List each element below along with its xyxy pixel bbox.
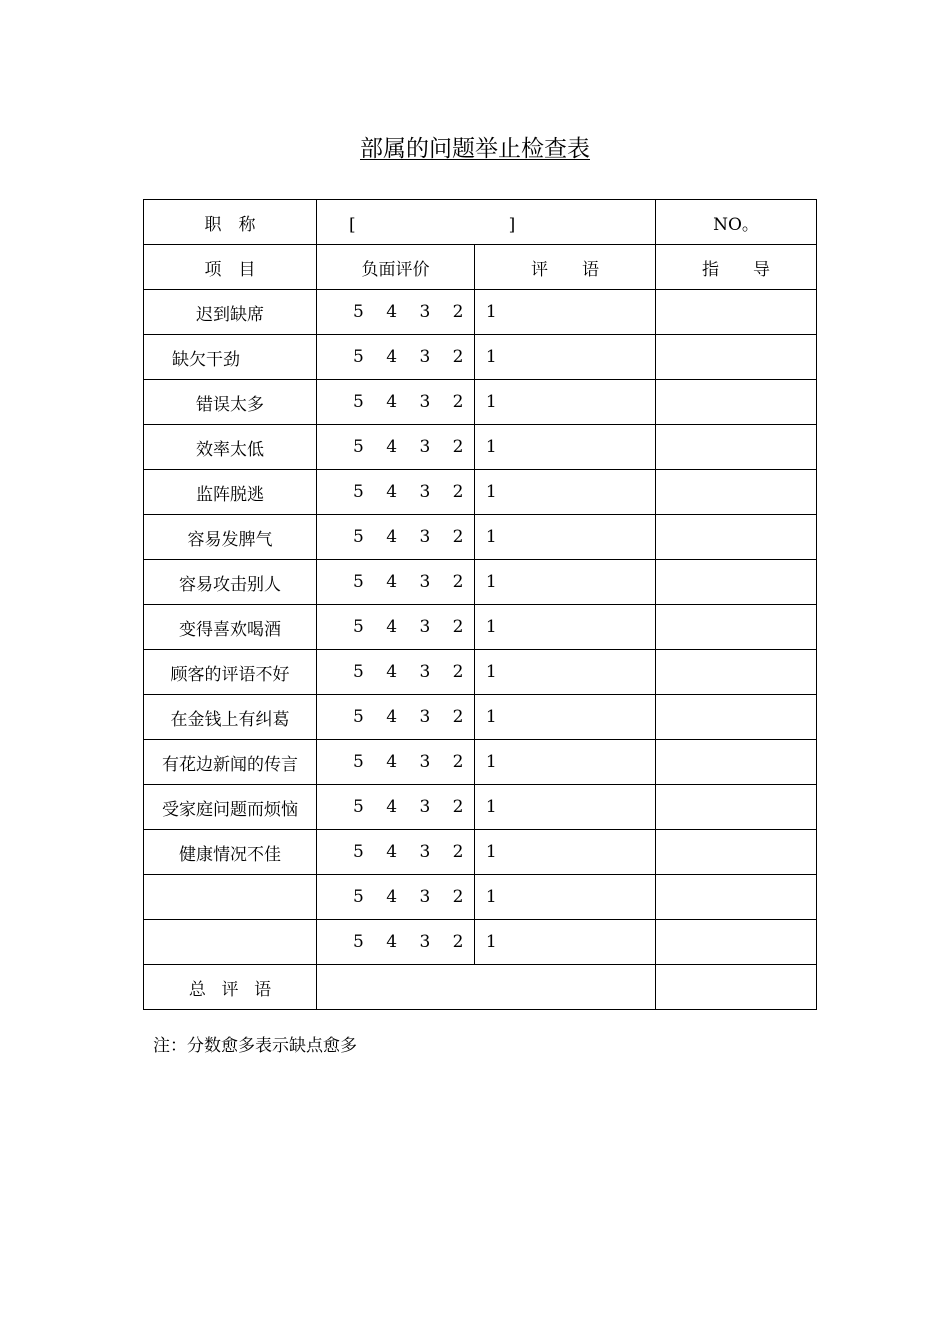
- row-guidance-cell[interactable]: [656, 515, 817, 560]
- row-item: 变得喜欢喝酒: [144, 605, 317, 650]
- summary-guidance-cell[interactable]: [656, 965, 817, 1010]
- page-title: [0, 133, 950, 165]
- column-header-row: [144, 245, 817, 290]
- row-scores[interactable]: 5 4 3 2 1: [317, 830, 475, 875]
- row-scores[interactable]: 5 4 3 2 1: [317, 695, 475, 740]
- row-scores[interactable]: 5 4 3 2 1: [317, 740, 475, 785]
- footnote: 注：分数愈多表示缺点愈多: [153, 1036, 357, 1056]
- table-row: [144, 515, 817, 560]
- row-guidance-cell[interactable]: [656, 785, 817, 830]
- row-guidance-cell[interactable]: [656, 650, 817, 695]
- column-header-item: 项 目: [144, 245, 317, 290]
- row-guidance-cell[interactable]: [656, 875, 817, 920]
- table-row: [144, 335, 817, 380]
- row-guidance-cell[interactable]: [656, 335, 817, 380]
- row-guidance-cell[interactable]: [656, 380, 817, 425]
- row-scores[interactable]: 5 4 3 2 1: [317, 920, 475, 965]
- row-item: 有花边新闻的传言: [144, 740, 317, 785]
- row-item: 错误太多: [144, 380, 317, 425]
- table-row: [144, 785, 817, 830]
- row-item: 效率太低: [144, 425, 317, 470]
- position-label: 职 称: [144, 200, 317, 245]
- row-scores[interactable]: 5 4 3 2 1: [317, 425, 475, 470]
- table-row: [144, 560, 817, 605]
- table-row: [144, 695, 817, 740]
- row-scores[interactable]: 5 4 3 2 1: [317, 335, 475, 380]
- table-row: [144, 650, 817, 695]
- row-item: 迟到缺席: [144, 290, 317, 335]
- table-row: [144, 470, 817, 515]
- row-guidance-cell[interactable]: [656, 605, 817, 650]
- row-guidance-cell[interactable]: [656, 920, 817, 965]
- row-scores[interactable]: 5 4 3 2 1: [317, 470, 475, 515]
- row-guidance-cell[interactable]: [656, 290, 817, 335]
- position-field[interactable]: [ ]: [317, 200, 656, 245]
- table-row: [144, 380, 817, 425]
- row-item: 健康情况不佳: [144, 830, 317, 875]
- column-header-negative-rating: 负面评价: [317, 245, 475, 290]
- row-scores[interactable]: 5 4 3 2 1: [317, 290, 475, 335]
- row-item: 在金钱上有纠葛: [144, 695, 317, 740]
- row-guidance-cell[interactable]: [656, 470, 817, 515]
- row-scores[interactable]: 5 4 3 2 1: [317, 785, 475, 830]
- table-row: [144, 740, 817, 785]
- column-header-comment: 评 语: [475, 245, 656, 290]
- row-item-blank[interactable]: [144, 875, 317, 920]
- number-label: NO。: [656, 200, 817, 245]
- table-row: [144, 425, 817, 470]
- row-guidance-cell[interactable]: [656, 740, 817, 785]
- page-title-text: 部属的问题举止检查表: [360, 136, 590, 162]
- row-item: 顾客的评语不好: [144, 650, 317, 695]
- row-item: 监阵脱逃: [144, 470, 317, 515]
- header-row-position: [144, 200, 817, 245]
- inspection-table: [143, 199, 817, 1010]
- table-row: [144, 875, 817, 920]
- row-item: 缺欠干劲: [144, 335, 317, 380]
- table-row: [144, 605, 817, 650]
- summary-comment-cell[interactable]: [317, 965, 656, 1010]
- row-guidance-cell[interactable]: [656, 830, 817, 875]
- row-scores[interactable]: 5 4 3 2 1: [317, 650, 475, 695]
- row-item: 容易发脾气: [144, 515, 317, 560]
- row-scores[interactable]: 5 4 3 2 1: [317, 560, 475, 605]
- row-guidance-cell[interactable]: [656, 425, 817, 470]
- row-guidance-cell[interactable]: [656, 560, 817, 605]
- summary-label: 总 评 语: [144, 965, 317, 1010]
- row-scores[interactable]: 5 4 3 2 1: [317, 515, 475, 560]
- row-scores[interactable]: 5 4 3 2 1: [317, 875, 475, 920]
- row-guidance-cell[interactable]: [656, 695, 817, 740]
- row-item: 受家庭问题而烦恼: [144, 785, 317, 830]
- row-item-blank[interactable]: [144, 920, 317, 965]
- table-row: [144, 920, 817, 965]
- summary-row: [144, 965, 817, 1010]
- row-item: 容易攻击别人: [144, 560, 317, 605]
- table-row: [144, 290, 817, 335]
- row-scores[interactable]: 5 4 3 2 1: [317, 605, 475, 650]
- row-scores[interactable]: 5 4 3 2 1: [317, 380, 475, 425]
- column-header-guidance: 指 导: [656, 245, 817, 290]
- table-row: [144, 830, 817, 875]
